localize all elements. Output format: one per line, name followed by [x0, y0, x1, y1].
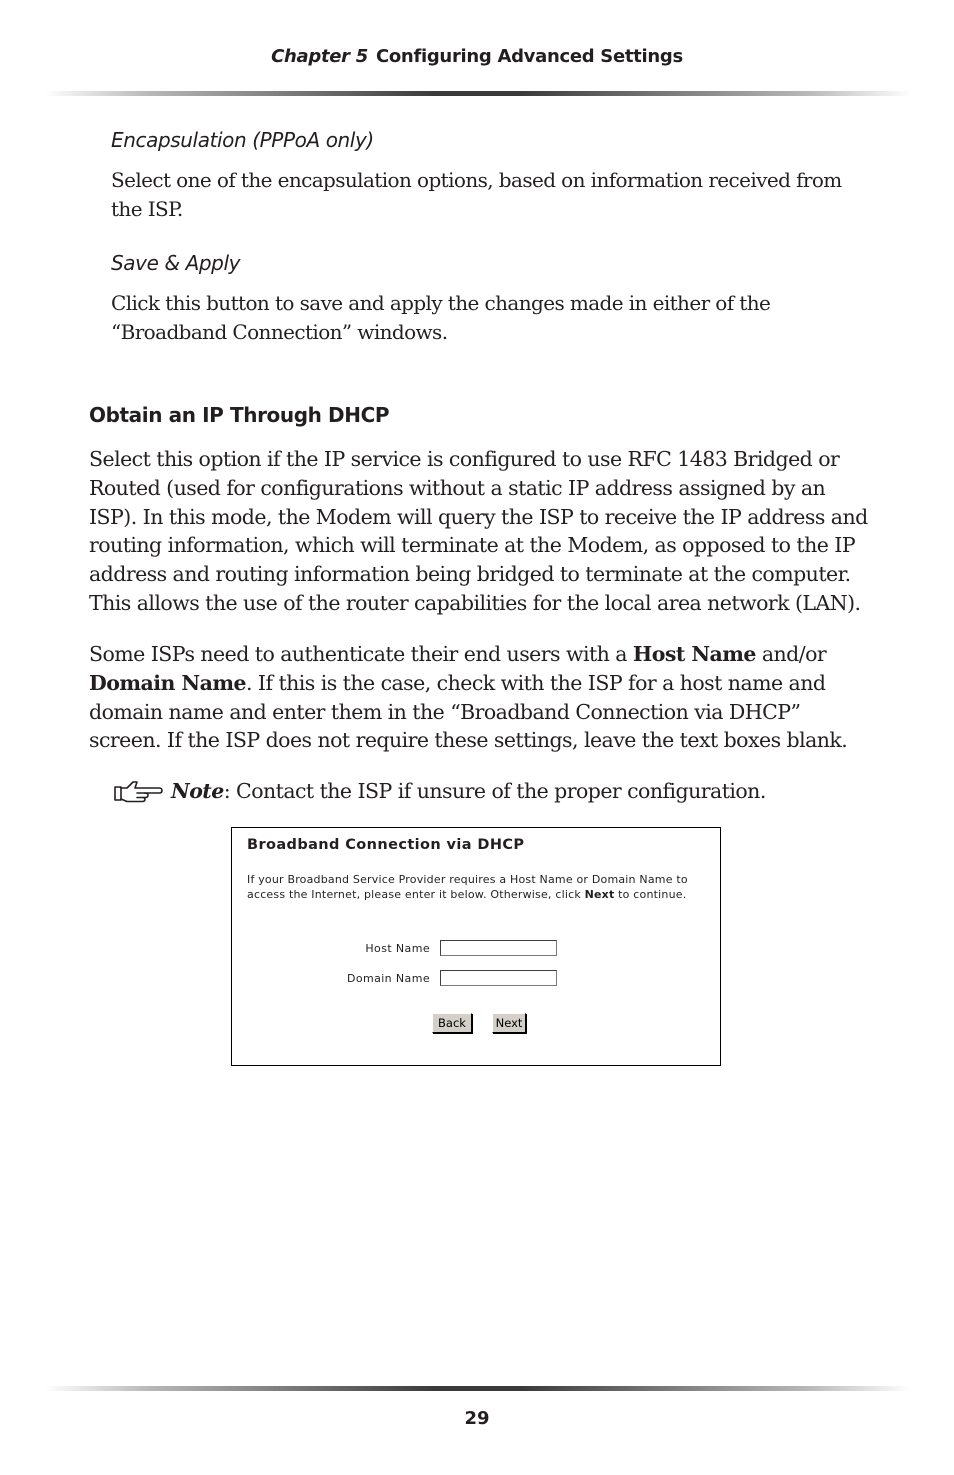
- pointing-hand-icon: [113, 778, 165, 804]
- running-header: [0, 46, 954, 67]
- dhcp-section-heading: Obtain an IP Through DHCP: [89, 403, 390, 427]
- back-button[interactable]: Back: [432, 1013, 472, 1033]
- encapsulation-text: Select one of the encapsulation options, based on information received from the ISP.: [111, 168, 842, 221]
- chapter-number: Chapter 5: [271, 46, 368, 67]
- encapsulation-heading: Encapsulation (PPPoA only): [111, 128, 374, 152]
- screen-instructions-pre: If your Broadband Service Provider requires a Host Name or Domain Name to access the Internet, please enter it below. Otherwise, click: [247, 873, 688, 901]
- para2-text-3: . If this is the case, check with the ISP for a host name and domain name and enter them in the “Broadband Connection via DHCP” screen. If the ISP does not require these settings, leave the text boxes blank.: [89, 670, 848, 753]
- chapter-title: Configuring Advanced Settings: [375, 46, 683, 67]
- dhcp-paragraph-2: [89, 640, 875, 755]
- screen-title: Broadband Connection via DHCP: [247, 837, 525, 853]
- save-apply-text: Click this button to save and apply the changes made in either of the “Broadband Connection” windows.: [111, 291, 771, 344]
- next-button[interactable]: Next: [492, 1013, 526, 1033]
- page-number: 29: [464, 1408, 490, 1429]
- para2-text-1: Some ISPs need to authenticate their end users with a: [89, 642, 633, 666]
- host-name-input[interactable]: [440, 940, 557, 956]
- para2-text-2: and/or: [755, 642, 827, 666]
- note-text: : Contact the ISP if unsure of the proper configuration.: [223, 779, 766, 803]
- screen-instructions-next: Next: [584, 888, 615, 901]
- note: [113, 776, 873, 806]
- screen-instructions: [247, 872, 717, 902]
- host-name-label: Host Name: [365, 942, 430, 955]
- note-label: Note: [171, 779, 224, 803]
- footer-rule: [45, 1386, 911, 1391]
- domain-name-term: Domain Name: [89, 670, 246, 695]
- host-name-term: Host Name: [632, 642, 756, 666]
- domain-name-label: Domain Name: [346, 972, 430, 985]
- screen-instructions-post: to continue.: [614, 888, 687, 901]
- save-apply-heading: Save & Apply: [111, 251, 241, 275]
- domain-name-input[interactable]: [440, 970, 557, 986]
- broadband-dhcp-screenshot: [231, 827, 721, 1066]
- dhcp-paragraph-1: Select this option if the IP service is configured to use RFC 1483 Bridged or Routed (used for configurations without a static IP address assigned by an ISP). In this mode, the Modem will query the ISP to receive the IP address and routing information, which will terminate at the Modem, as opposed to the IP address and routing information being bridged to terminate at the computer. This allows the use of the router capabilities for the local area network (LAN).: [89, 447, 868, 615]
- header-rule: [45, 91, 911, 96]
